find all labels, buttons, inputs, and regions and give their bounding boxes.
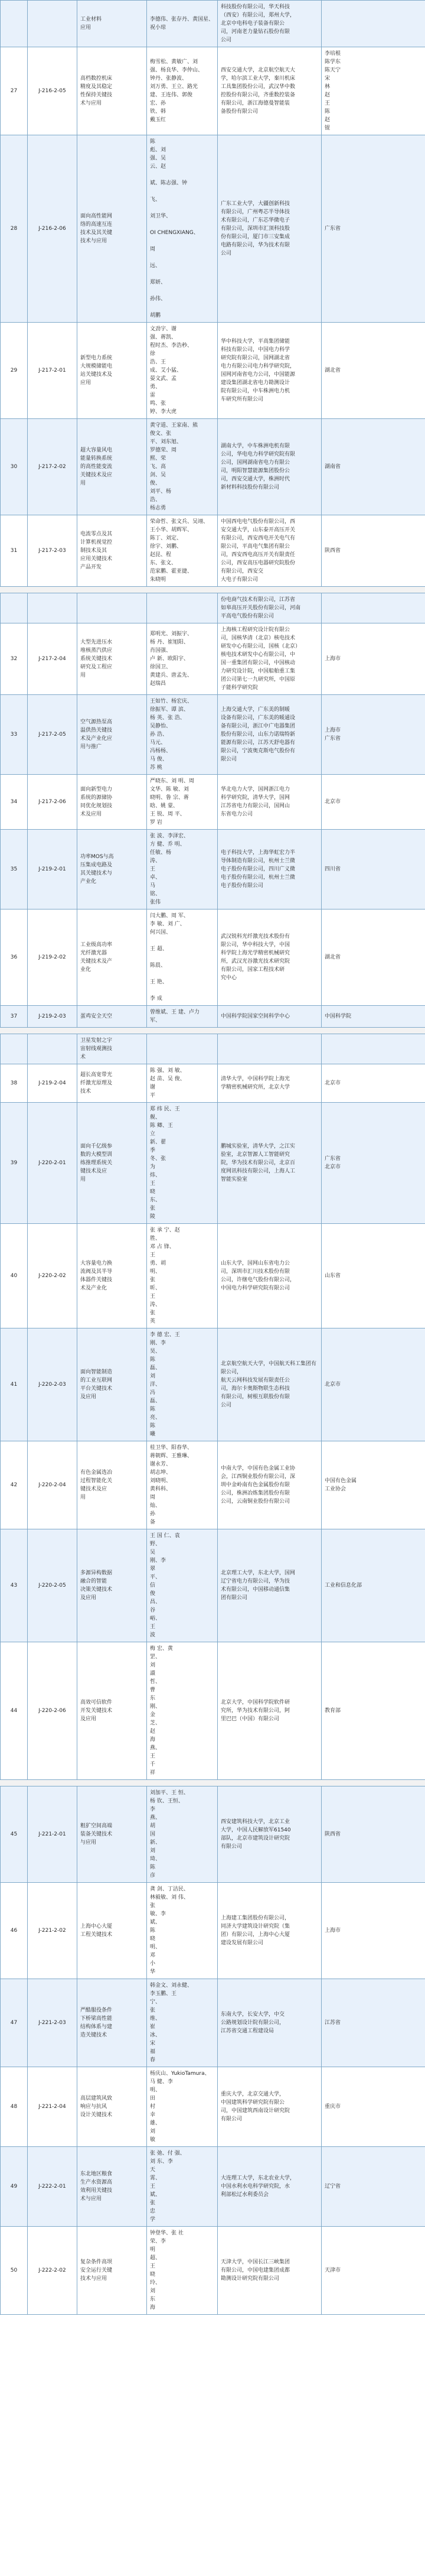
cell-project: 严酷服役条件 下桥梁高性能 结构体系与建 造关键技术 (77, 1979, 147, 2067)
cell-project: 上海中心大厦 工程关键技术 (77, 1883, 147, 1979)
cell-orgs: 华中科技大学，平高集团储能 科技有限公司，中国电力科学 研究院有限公司，国网湖北省 电力有限公司电力科学研究院， 国网河南省电力公司，中国能源 建设集团湖北省电力勘测设计 院有限公司，中车株洲电力机 车研究所有限公司 (218, 323, 322, 419)
cell-no: 44 (1, 1642, 28, 1780)
cell-project: 大容量电力换 流阀及其半导 体器件关键技 术及产业化 (77, 1224, 147, 1328)
cell-orgs: 上海建工集团股份有限公司， 同济大学建筑设计研究院（集 团）有限公司，上海中心大厦 建设发展有限公司 (218, 1883, 322, 1979)
cell-id: J-217-2-02 (28, 419, 77, 515)
table-row (1, 2067, 425, 2147)
cell-people: 陈 彪、刘 强、吴 云、赵 斌、陈志强、钟 飞、 刘卫华、 OI CHENGXIANG、 周 远、 郑妍、 孙伟、 胡鹏 (147, 135, 218, 323)
table-row (1, 593, 425, 623)
cell-region: 重庆市 (322, 2067, 425, 2147)
cell-people (147, 593, 218, 623)
cell-region: 陕西省 (322, 515, 425, 587)
cell-no: 27 (1, 47, 28, 135)
table-row (1, 1224, 425, 1328)
cell-id: J-219-2-04 (28, 1064, 77, 1103)
cell-people: 刘加平、王 恒、 杨 钦、王恒、 李 燕、 胡 国 新、 刘 琦、 陈 彦 (147, 1786, 218, 1883)
cell-project: 高效可信软件 开发关键技术 及应用 (77, 1642, 147, 1780)
award-table (0, 0, 425, 587)
cell-people: 曾维斌、王 建、卢力 军、 (147, 1006, 218, 1028)
cell-region: 上海市 广东省 (322, 695, 425, 775)
cell-no: 33 (1, 695, 28, 775)
table-row (1, 135, 425, 323)
cell-people: 李德伟、张存丹、黄国星、 祝小琼 (147, 1, 218, 47)
cell-project: 大型先进压水 堆核蒸汽供应 系统关键技术 研究及工程应 用 (77, 623, 147, 695)
cell-region (322, 1, 425, 47)
table-row (1, 1034, 425, 1064)
cell-project: 东北地区粮食 生产水资源高 效利用关键技 术与应用 (77, 2147, 147, 2227)
cell-project: 电流零点及其 计算机视觉控 制技术及其 应用关键技术 产品开发 (77, 515, 147, 587)
cell-no: 43 (1, 1529, 28, 1642)
cell-people: 梅雪松、黄敏广、刘 强、杨良华、李仲山、 钟丹、张静波、 刘万勇、王立、路光 建、王连伟、郭俊 宏、孙 铁、韩 戴玉红 (147, 47, 218, 135)
cell-project: 蛋鸡安全天空 (77, 1006, 147, 1028)
cell-id: J-221-2-02 (28, 1883, 77, 1979)
cell-no: 39 (1, 1103, 28, 1224)
cell-orgs: 重庆大学，北京交通大学， 中国建筑科学研究院有限公 司，中国建筑西南设计研究院 有限公司 (218, 2067, 322, 2147)
cell-no: 48 (1, 2067, 28, 2147)
table-row (1, 1441, 425, 1529)
cell-region: 湖北省 (322, 323, 425, 419)
cell-id: J-220-2-03 (28, 1328, 77, 1441)
cell-no: 49 (1, 2147, 28, 2227)
cell-id: J-220-2-01 (28, 1103, 77, 1224)
cell-no: 38 (1, 1064, 28, 1103)
cell-id: J-222-2-02 (28, 2227, 77, 2315)
cell-no: 35 (1, 830, 28, 909)
cell-orgs: 湖南大学，中车株洲电机有限 公司，华电电力科学研究院有限 公司，国网湖南省电力有限公 司，明阳智慧能源集团股份公 司，西安交通大学，株洲时代 新材料科技股份有限公司 (218, 419, 322, 515)
cell-project: 卫星发射之宇 宙射线观测技 术 (77, 1034, 147, 1064)
cell-orgs: 电子科技大学，上海华虹宏力半 导体制造有限公司，杭州士兰微 电子股份有限公司，四川广义微 电子股份有限公司，杭州士兰微 电子股份有限公司 (218, 830, 322, 909)
cell-project (77, 593, 147, 623)
table-row (1, 695, 425, 775)
cell-region: 上海市 (322, 623, 425, 695)
cell-people: 陈 强、刘 敏、 赵 苗、吴 俊、 谢 平 (147, 1064, 218, 1103)
cell-project: 面向千亿级参 数的大模型训 练推理系统关 键技术及应 用 (77, 1103, 147, 1224)
cell-no: 42 (1, 1441, 28, 1529)
table-row (1, 1103, 425, 1224)
cell-region: 中国有色金属 工业协会 (322, 1441, 425, 1529)
table-row (1, 1, 425, 47)
table-row (1, 1006, 425, 1028)
cell-region: 教育部 (322, 1642, 425, 1780)
document-page (0, 1034, 425, 1786)
cell-project: 工业级高功率 光纤激光器 关键技术及产 业化 (77, 909, 147, 1006)
cell-region: 广东省 (322, 135, 425, 323)
cell-id: J-216-2-05 (28, 47, 77, 135)
table-row (1, 1064, 425, 1103)
cell-orgs: 天津大学，中国长江三峡集团 有限公司，中国电建集团成都 勘测设计研究院有限公司 (218, 2227, 322, 2315)
cell-people: 王 国 仁、袁 野、 吴 刚、李 翠 平、 信 俊 昌、 谷 峪、 王 波 (147, 1529, 218, 1642)
award-table (0, 1034, 425, 1780)
cell-id: J-219-2-01 (28, 830, 77, 909)
table-row (1, 775, 425, 830)
cell-project: 工业材料 应用 (77, 1, 147, 47)
cell-region: 山东省 (322, 1224, 425, 1328)
cell-project: 面向新型电力 系统的源储协 同优化规划技 术及应用 (77, 775, 147, 830)
cell-orgs: 上海核工程研究设计院有限公 司，国核华清（北京）核电技术 研发中心有限公司，国核（北京） 核电技术研发中心有限公司，中 国一重集团有限公司，中国核动 力研究设计院，中国船舶重工集 团公司第七一九研究所，中国原 子能科学研究院 (218, 623, 322, 695)
cell-id: J-220-2-02 (28, 1224, 77, 1328)
cell-orgs: 清华大学，中国科学院上海光 学精密机械研究所，北京大学 (218, 1064, 322, 1103)
cell-project: 高档数控机床 精度及其稳定 性保持关键技 术与应用 (77, 47, 147, 135)
cell-orgs: 上海交通大学，广东美的制暖 设备有限公司，广东美的暖通设 备有限公司，浙江中广电器集团 股份有限公司，山东力诺瑞特新 能源有限公司，江苏天舒电器有 限公司，宁波奥克斯电气股份有 限公司 (218, 695, 322, 775)
cell-id: J-221-2-03 (28, 1979, 77, 2067)
cell-region: 四川省 (322, 830, 425, 909)
table-row (1, 830, 425, 909)
cell-orgs: 中国科学院国家空间科学中心 (218, 1006, 322, 1028)
cell-people: 张 波、李泽宏、 方 健、乔 明、 任敏、杨 涛、 王 卓、 马 铭、 张伟 (147, 830, 218, 909)
cell-region (322, 1034, 425, 1064)
cell-id: J-220-2-05 (28, 1529, 77, 1642)
cell-region: 北京市 (322, 775, 425, 830)
cell-project: 多源异构数据 融合的智能 决策关键技术 及应用 (77, 1529, 147, 1642)
table-row (1, 909, 425, 1006)
cell-orgs: 鹏城实验室，清华大学，之江实 验室，北京智源人工智能研究 院，华为技术有限公司，北京百 度网讯科技有限公司，上海人工 智能实验室 (218, 1103, 322, 1224)
cell-orgs: 西安建筑科技大学，北京工业 大学，中国人民解放军61540 部队，北京市建筑设计研究院 有限公司 (218, 1786, 322, 1883)
table-row (1, 1786, 425, 1883)
cell-no (1, 593, 28, 623)
cell-region: 北京市 (322, 1328, 425, 1441)
cell-id (28, 593, 77, 623)
cell-id: J-219-2-03 (28, 1006, 77, 1028)
cell-orgs: 大连理工大学，东北农业大学， 中国水利水电科学研究院，水 利部松辽水利委员会 (218, 2147, 322, 2227)
cell-id: J-222-2-01 (28, 2147, 77, 2227)
cell-people: 黄守道、王家南、熊 俊文、张 平、刘东旭、 罗德荣、周 熙、荣 飞、高 剑、吴 俊、 刘平、杨 浩、 杨志勇 (147, 419, 218, 515)
cell-region (322, 593, 425, 623)
cell-people: 郑 纬 民、王 舰、 陈 卿、王 立 新、翟 季 冬、张 为 炜、 王 晓 东、 张 陵 (147, 1103, 218, 1224)
cell-orgs: 广东工业大学，大疆创新科技 有限公司，广州粤芯半导体技 术有限公司，广东芯华微电子 有限公司，深圳市汇顶科技股 份有限公司，厦门市三安集成 电路有限公司，华为技术有限 公司 (218, 135, 322, 323)
cell-people: 李 德 宏、王 刚、李 昊、 陈 磊、 刘 洋、 冯 磊、 陈 亮、 陈 曦 (147, 1328, 218, 1441)
cell-orgs: 中南大学，中国有色金属工业协 会，江西铜业股份有限公司，深 圳中金岭南有色金属股份有限 公司，株洲冶炼集团股份有限 公司，云南铜业股份有限公司 (218, 1441, 322, 1529)
cell-orgs: 山东大学，国网山东省电力公 司，深圳市汇川技术股份有限 公司，许继电气股份有限公司， 中国电力科学研究院有限公司 (218, 1224, 322, 1328)
cell-people: 龚 剑、丁洁民、 林毅敏、刘 伟、 张 敏、李 斌、 陈 晓 明、 邓 小 华 (147, 1883, 218, 1979)
document-page (0, 1786, 425, 2315)
cell-orgs: 份电商气技术有限公司，江苏省 如皋高压开关股份有限公司，河南 平高电气股份有限公司 (218, 593, 322, 623)
cell-orgs: 科技股份有限公司，华天科技 （西安）有限公司，郑州大学， 北京中电科电子装备有限公 司，河南老力量钻石股份有限 公司 (218, 1, 322, 47)
cell-region: 天津市 (322, 2227, 425, 2315)
table-row (1, 1529, 425, 1642)
table-row (1, 47, 425, 135)
cell-people: 王如竹、杨宏庆、 徐振军、谭 滨、 杨 英、张 浩、 吴静怡、 孙 浩、 马元、 冯杨杨、 马 俊、 苏 桃 (147, 695, 218, 775)
cell-id: J-217-2-01 (28, 323, 77, 419)
cell-id (28, 1034, 77, 1064)
table-row (1, 1979, 425, 2067)
cell-people: 梅 宏、黄 罡、 刘 譞 哲、 曹 东 刚、 金 芝、 赵 海 燕、 王 千 祥 (147, 1642, 218, 1780)
cell-region: 北京市 (322, 1064, 425, 1103)
cell-orgs (218, 1034, 322, 1064)
cell-id: J-221-2-04 (28, 2067, 77, 2147)
cell-project: 新型电力系统 大规模储能电 站关键技术及 应用 (77, 323, 147, 419)
cell-no: 41 (1, 1328, 28, 1441)
cell-no: 31 (1, 515, 28, 587)
cell-people: 杨庆山、YukioTamura、 马 健、李 明、 田 村 幸 雄、 刘 敏 (147, 2067, 218, 2147)
cell-region: 工业和信息化部 (322, 1529, 425, 1642)
cell-project: 超长高宽带光 纤激光原理及 技术 (77, 1064, 147, 1103)
cell-orgs: 东南大学，长安大学，中交 公路规划设计院有限公司， 江苏省交通工程建设局 (218, 1979, 322, 2067)
table-row (1, 1883, 425, 1979)
cell-id: J-221-2-01 (28, 1786, 77, 1883)
cell-no: 30 (1, 419, 28, 515)
cell-project: 空气源热泵高 温供热关键技 术及产业化应 用与推广 (77, 695, 147, 775)
cell-orgs: 北京航空航天大学，中国航天科工集团有限公司， 航天云网科技发展有限责任公 司，海尔卡奥斯物联生态科技 有限公司，树根互联股份有限 公司 (218, 1328, 322, 1441)
cell-orgs: 武汉锐科光纤激光技术股份有 限公司，华中科技大学，中国 科学院上海光学精密机械研究 所，武汉光谷激光技术研究院 有限公司，国家工程技术研 究中心 (218, 909, 322, 1006)
cell-orgs: 中国西电电气股份有限公司，西 安交通大学，山东泰开高压开关 有限公司，西安西电开关电气有 限公司，平高电气集团有限公 司，西安西电高压开关有限责任 公司，西安高压电器研究院股份 有限公司，西安交 大电子有限公司 (218, 515, 322, 587)
cell-project: 面向智能制造 的工业互联网 平台关键技术 及应用 (77, 1328, 147, 1441)
cell-id: J-220-2-04 (28, 1441, 77, 1529)
award-table (0, 1786, 425, 2315)
cell-project: 粗犷空间高端 装备关键技术 与应用 (77, 1786, 147, 1883)
cell-region: 江苏省 (322, 1979, 425, 2067)
cell-no: 47 (1, 1979, 28, 2067)
cell-people: 闫大鹏、周 军、 李 敏、刘 广、 何兴国、 王 超、 陈晨、 王 艳、 李 成 (147, 909, 218, 1006)
cell-id: J-216-2-06 (28, 135, 77, 323)
cell-people (147, 1034, 218, 1064)
table-row (1, 515, 425, 587)
cell-no: 50 (1, 2227, 28, 2315)
cell-region: 湖北省 (322, 909, 425, 1006)
cell-no: 45 (1, 1786, 28, 1883)
cell-no: 32 (1, 623, 28, 695)
cell-region: 中国科学院 (322, 1006, 425, 1028)
cell-people: 荣命哲、张文兵、吴翊、 王小华、胡辉军、 陈丁、刘定、 徐宇、刘鹏、 赵昆、程 东、张文、 范家鹏、霍亚捷、 朱晓明 (147, 515, 218, 587)
table-row (1, 419, 425, 515)
cell-orgs: 北京大学，中国科学院软件研 究所，华为技术有限公司，阿 里巴巴（中国）有限公司 (218, 1642, 322, 1780)
cell-project: 超大容量风电 能量转换系统 的高性能变流 关键技术及应 用 (77, 419, 147, 515)
cell-people: 韩金文、刘永健、 李玉鹏、王 宁、 张 维、 崔 冰、 宋 福 春 (147, 1979, 218, 2067)
award-table (0, 593, 425, 1028)
cell-no: 28 (1, 135, 28, 323)
cell-people: 严晓东、刘 明、周 文华、陈 敏、刘 晓明、鲁 宗、蒋 晗、姚 蒙、 王 锐、周 平、 罗 岩 (147, 775, 218, 830)
document-page (0, 593, 425, 1034)
cell-id: J-217-2-03 (28, 515, 77, 587)
table-row (1, 323, 425, 419)
cell-no: 37 (1, 1006, 28, 1028)
cell-orgs: 华北电力大学，国网浙江电力 科学研究院，清华大学，国网 江苏省电力有限公司，国网山 东省电力公司 (218, 775, 322, 830)
cell-people: 张 承 宁、赵 胜、 邓 占 锋、 王 勇、胡 明、 张 昕、 王 涛、 张 英 (147, 1224, 218, 1328)
cell-no: 40 (1, 1224, 28, 1328)
table-row (1, 2147, 425, 2227)
cell-project: 有色金属选冶 过程智能化关 键技术及应 用 (77, 1441, 147, 1529)
cell-no: 34 (1, 775, 28, 830)
table-row (1, 2227, 425, 2315)
cell-id: J-219-2-02 (28, 909, 77, 1006)
cell-id: J-217-2-05 (28, 695, 77, 775)
cell-no: 46 (1, 1883, 28, 1979)
cell-region: 上海市 (322, 1883, 425, 1979)
cell-no (1, 1, 28, 47)
cell-region: 李培根 陈学东 陈天宁 宋 林 赵 王 陈 赵 锟 (322, 47, 425, 135)
table-row (1, 623, 425, 695)
cell-region: 辽宁省 (322, 2147, 425, 2227)
cell-people: 桂卫华、阳春华、 蒋朝辉、王雅琳、 谢永芳、 胡志坤、 刘晓明、 黄科科、 周 灿、 孙 备 (147, 1441, 218, 1529)
cell-id: J-220-2-06 (28, 1642, 77, 1780)
cell-id: J-217-2-04 (28, 623, 77, 695)
cell-people: 张 弛、付 强、 刘 东、李 天 霄、 王 斌、 张 忠 学 (147, 2147, 218, 2227)
cell-orgs: 北京理工大学，东北大学，国网 辽宁省电力有限公司，华为技 术有限公司，中国移动通信集 团有限公司 (218, 1529, 322, 1642)
cell-region: 陕西省 (322, 1786, 425, 1883)
document-page (0, 0, 425, 593)
cell-id (28, 1, 77, 47)
cell-project: 复杂条件高坝 安全运行关键 技术与应用 (77, 2227, 147, 2315)
cell-no: 29 (1, 323, 28, 419)
cell-no: 36 (1, 909, 28, 1006)
cell-project: 高层建筑风致 响应与抗风 设计关键技术 (77, 2067, 147, 2147)
table-row (1, 1328, 425, 1441)
cell-region: 湖南省 (322, 419, 425, 515)
cell-no (1, 1034, 28, 1064)
cell-orgs: 西安交通大学，北京航空航天大 学，哈尔滨工业大学，秦川机床 工具集团股份公司，武汉华中数 控股份有限公司，齐重数控装备 有限公司，浙江海德曼智能装 备股份有限公司 (218, 47, 322, 135)
cell-people: 文劲宇、谢 强、蒋凯、 程时杰、李浩秒、 徐 浩、王 成、艾小猛、 晏文武、孟 勇、 雷 鸣、张 婷、李大虎 (147, 323, 218, 419)
cell-people: 钟登华、张 社 荣、李 明 超、 王 晓 玲、 刘 东 海 (147, 2227, 218, 2315)
cell-project: 面向高性能网 络的高速互连 技术及其关键 技术与应用 (77, 135, 147, 323)
cell-project: 功率MOS与高 压集成电路及 其关键技术与 产业化 (77, 830, 147, 909)
cell-people: 郑明光、刘振宇、 杨 丹、崔旭阳、 肖国强、 卢 新、欧阳宇、 徐国卫、 黄建兵、唐孟先、 赵瑞昌 (147, 623, 218, 695)
cell-region: 广东省 北京市 (322, 1103, 425, 1224)
table-row (1, 1642, 425, 1780)
cell-id: J-217-2-06 (28, 775, 77, 830)
